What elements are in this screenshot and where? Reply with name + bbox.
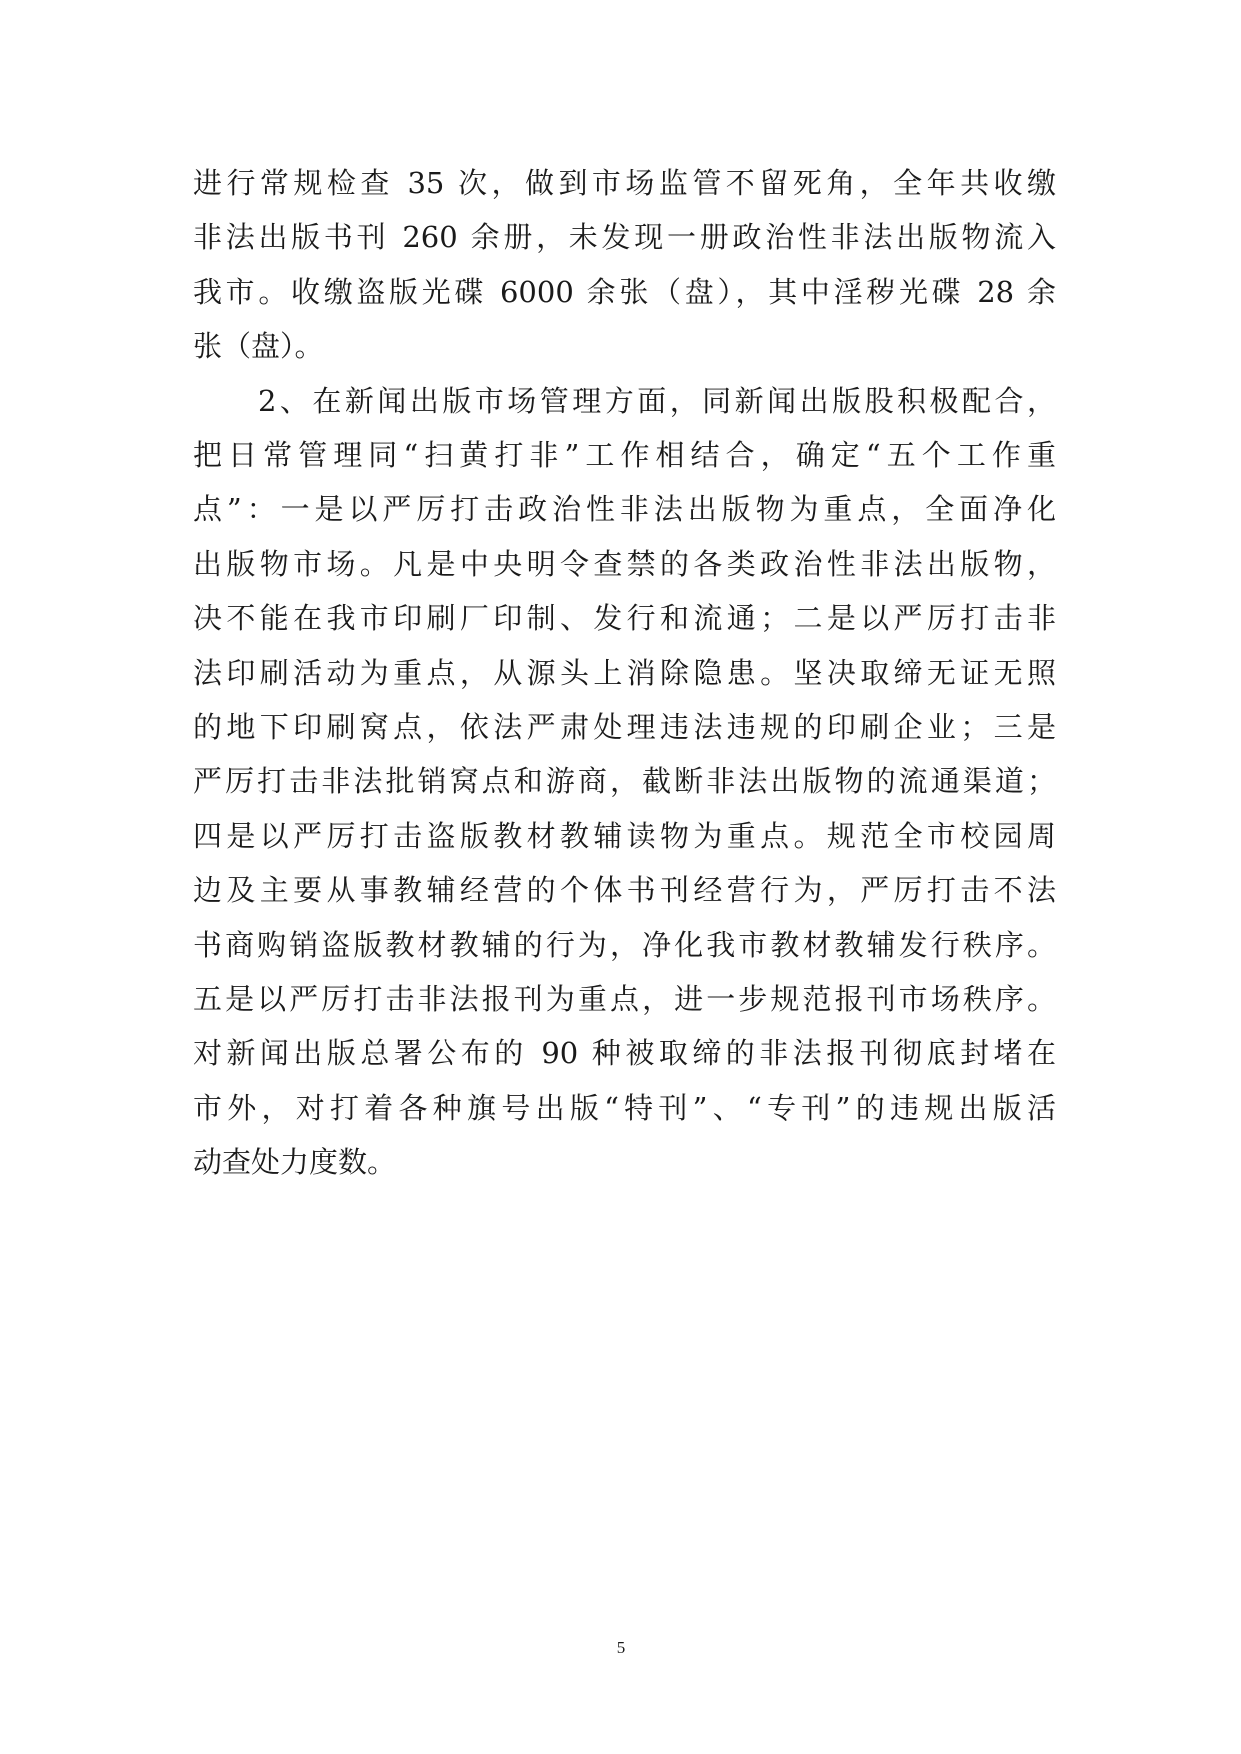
paragraph-line: 严厉打击非法批销窝点和游商，截断非法出版物的流通渠道； — [193, 764, 1056, 798]
paragraph-line: 法印刷活动为重点，从源头上消除隐患。坚决取缔无证无照 — [193, 656, 1056, 690]
paragraph-line: 决不能在我市印刷厂印制、发行和流通；二是以严厉打击非 — [193, 601, 1056, 635]
paragraph-line: 对新闻出版总署公布的 90 种被取缔的非法报刊彻底封堵在 — [193, 1036, 1056, 1070]
paragraph-line: 四是以严厉打击盗版教材教辅读物为重点。规范全市校园周 — [193, 819, 1056, 853]
paragraph-line: 2、在新闻出版市场管理方面，同新闻出版股积极配合， — [258, 384, 1056, 418]
paragraph-line: 市外，对打着各种旗号出版“特刊”、“专刊”的违规出版活 — [193, 1091, 1056, 1125]
paragraph-line: 动查处力度数。 — [193, 1145, 397, 1179]
paragraph-line: 边及主要从事教辅经营的个体书刊经营行为，严厉打击不法 — [193, 873, 1056, 907]
paragraph-line: 我市。收缴盗版光碟 6000 余张（盘），其中淫秽光碟 28 余 — [193, 275, 1056, 309]
paragraph-line: 进行常规检查 35 次，做到市场监管不留死角，全年共收缴 — [193, 166, 1056, 200]
paragraph-line: 五是以严厉打击非法报刊为重点，进一步规范报刊市场秩序。 — [193, 982, 1056, 1016]
paragraph-line: 张（盘）。 — [193, 329, 324, 363]
paragraph-line: 点”：一是以严厉打击政治性非法出版物为重点，全面净化 — [193, 492, 1056, 526]
paragraph-line: 非法出版书刊 260 余册，未发现一册政治性非法出版物流入 — [193, 220, 1056, 254]
paragraph-line: 书商购销盗版教材教辅的行为，净化我市教材教辅发行秩序。 — [193, 928, 1056, 962]
paragraph-line: 把日常管理同“扫黄打非”工作相结合，确定“五个工作重 — [193, 438, 1056, 472]
paragraph-line: 的地下印刷窝点，依法严肃处理违法违规的印刷企业；三是 — [193, 710, 1056, 744]
paragraph-line: 出版物市场。凡是中央明令查禁的各类政治性非法出版物， — [193, 547, 1056, 581]
page-number: 5 — [616, 1638, 626, 1657]
